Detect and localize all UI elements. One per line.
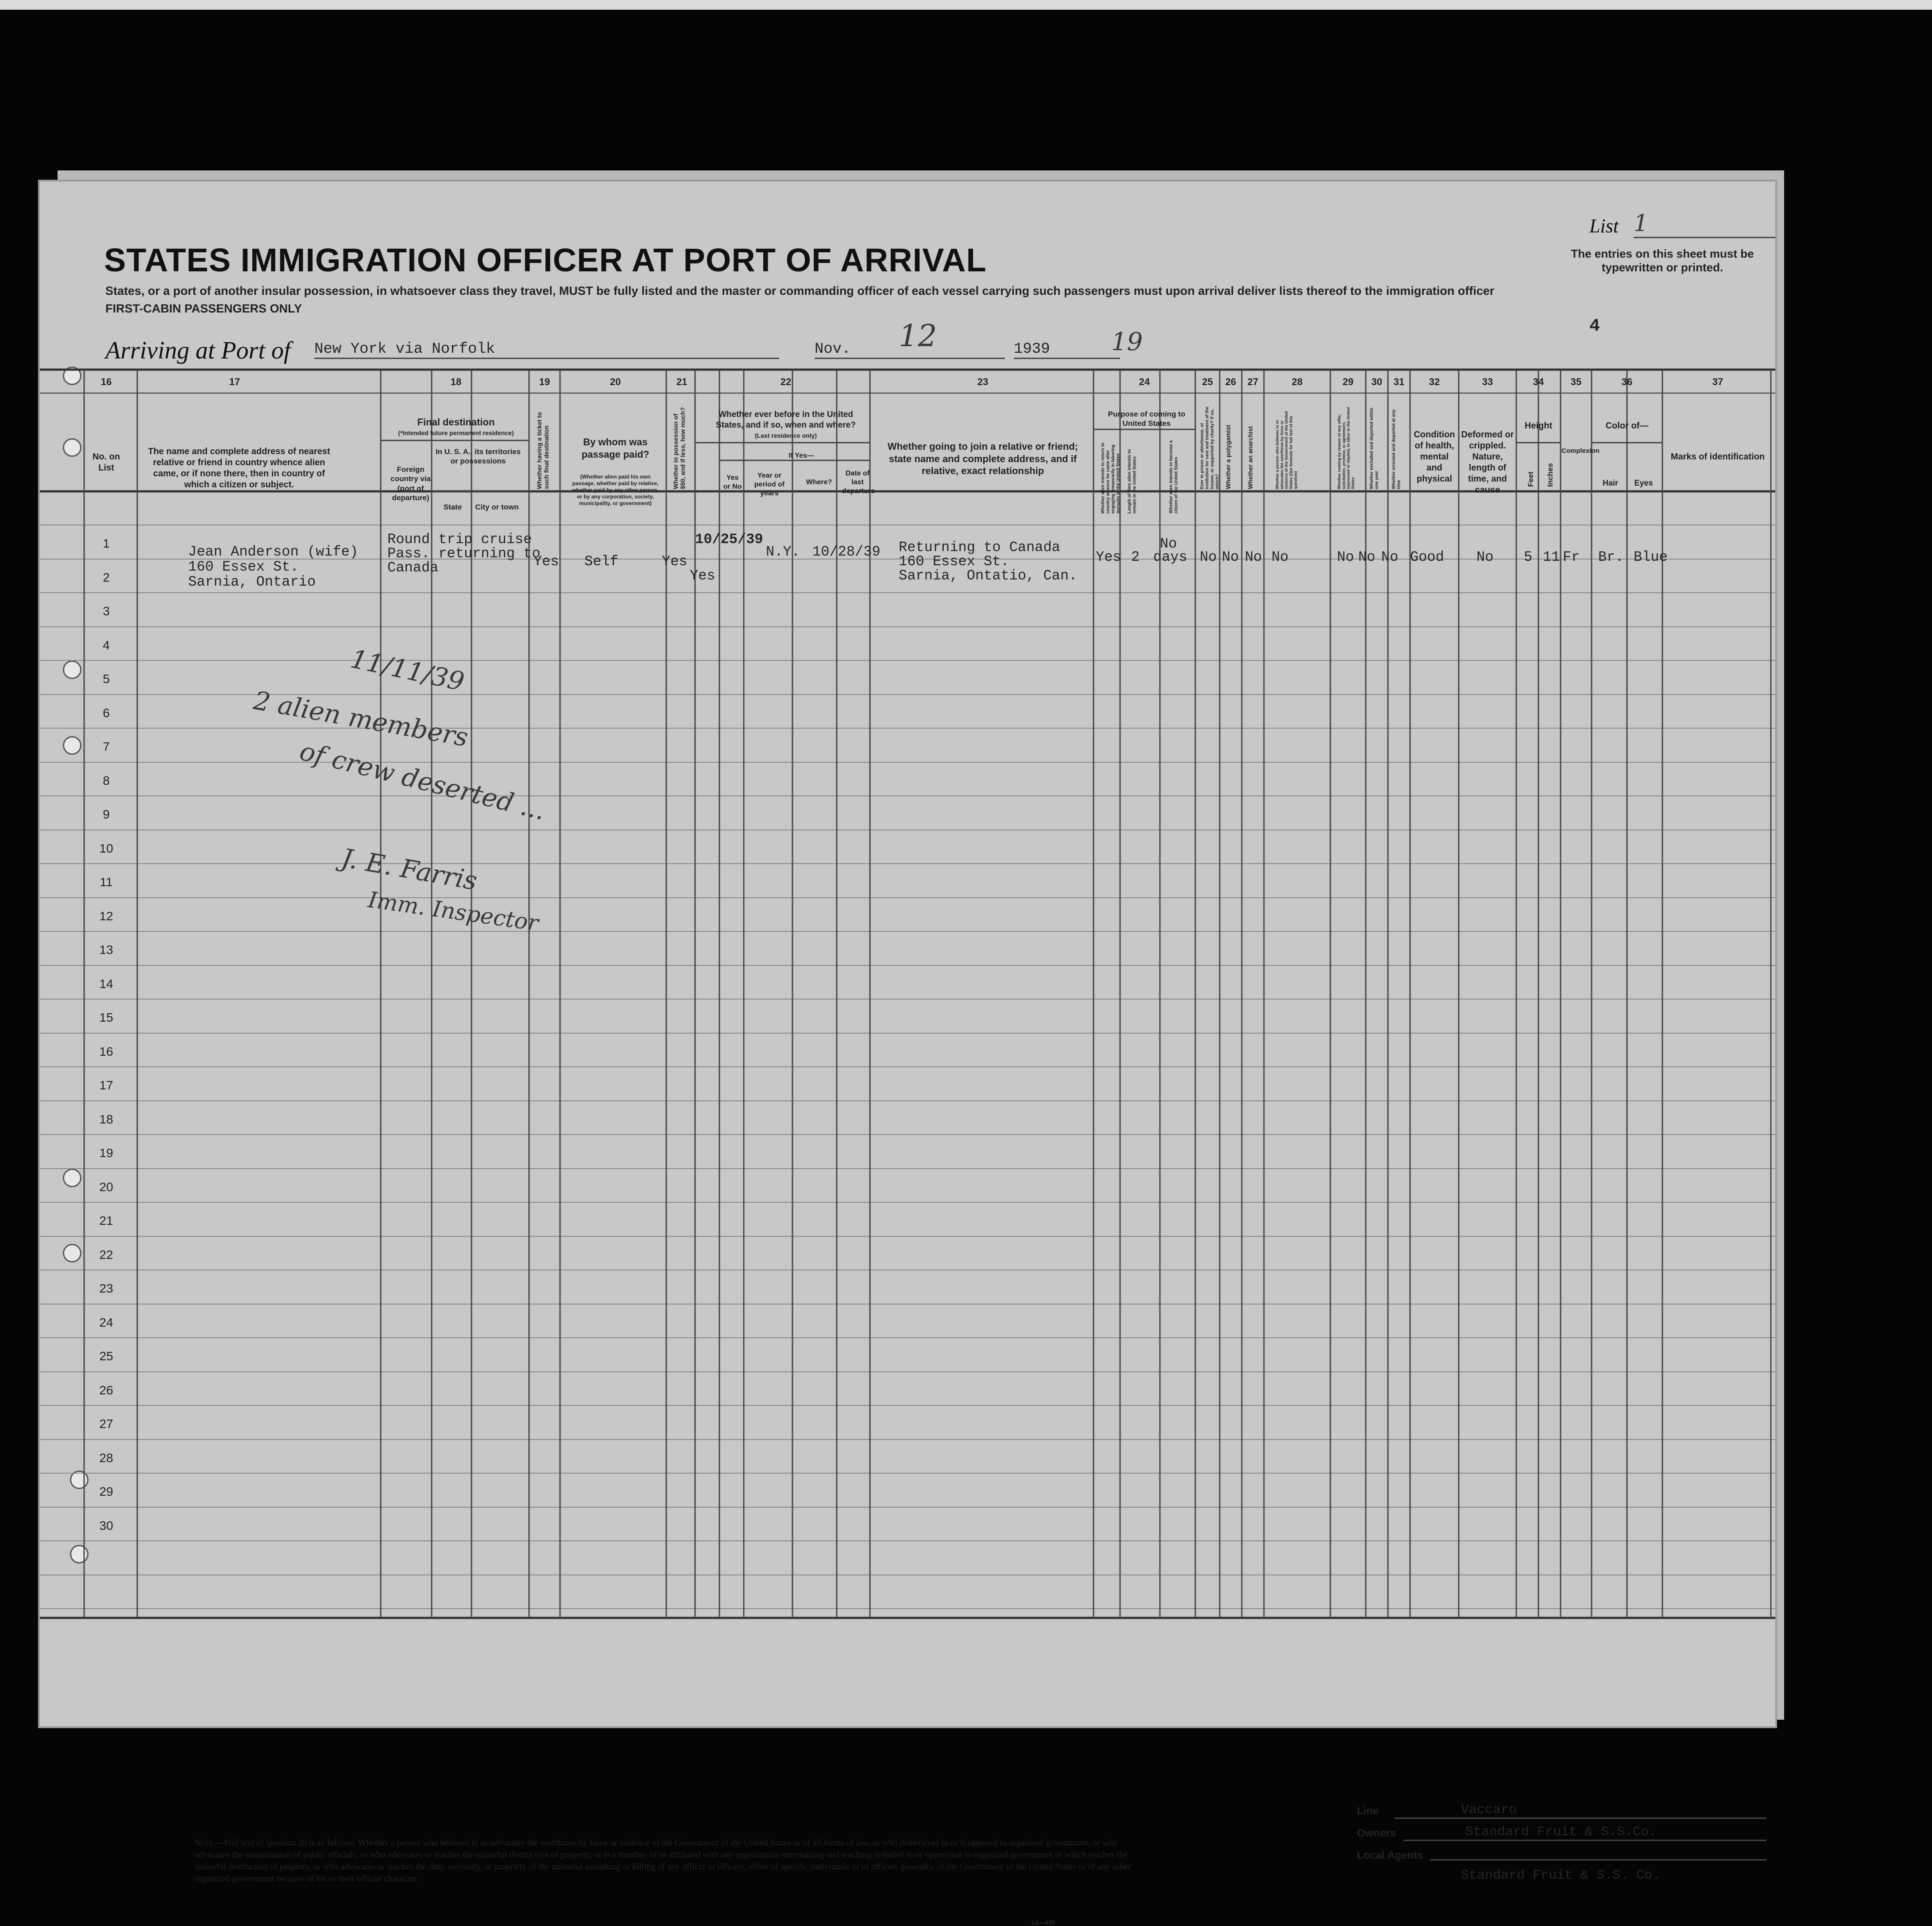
entry-join-line3: Sarnia, Ontatio, Can.: [899, 567, 1078, 584]
top-edge-strip: [0, 0, 1932, 10]
entry-health: Good: [1410, 549, 1444, 565]
year-printed: 19: [1111, 328, 1143, 356]
row-number: 11: [100, 875, 113, 889]
form-intro: States, or a port of another insular possession, in whatsoever class they travel, MUST be fully listed and the master or commanding officer of each vessel carrying such passengers must upon arrival deliver lists thereof to the immigration officer: [105, 284, 1495, 297]
entry-dest-line3: Canada: [387, 560, 439, 576]
row-number: 27: [99, 1417, 113, 1431]
footer-agents-value: Standard Fruit & S.S. Co.: [1461, 1868, 1661, 1883]
col-head-hair: Hair: [1602, 479, 1618, 487]
col-head-no-on-list: No. on List: [92, 452, 120, 473]
col-num-32: 32: [1429, 376, 1440, 387]
row-number: 10: [99, 841, 113, 855]
col-head-foreign-country: Foreign country via (port of departure): [390, 465, 431, 502]
row-number: 17: [99, 1078, 113, 1092]
col-head-color-of: Color of—: [1605, 421, 1649, 431]
row-number: 21: [99, 1214, 113, 1227]
col-head-feet: Feet: [1526, 471, 1535, 487]
col-head-complexion: Complexion: [1561, 447, 1600, 455]
handwritten-note-2: of crew deserted ...: [297, 736, 549, 826]
port-value: New York via Norfolk: [314, 341, 779, 359]
col-num-24: 24: [1139, 376, 1150, 387]
col-head-inches: Inches: [1546, 463, 1554, 487]
list-number: 1: [1634, 210, 1775, 238]
col-head-ticket: Whether having a ticket to such final destination: [536, 412, 550, 489]
entry-q28: No: [1271, 549, 1289, 565]
row-number: 5: [103, 672, 110, 686]
row-number: 4: [103, 638, 110, 652]
row-number: 13: [99, 943, 113, 957]
col-num-37: 37: [1712, 376, 1723, 387]
row-number: 30: [99, 1519, 113, 1532]
entry-anarchist: No: [1245, 549, 1262, 565]
col-head-height: Height: [1524, 421, 1553, 431]
entry-dest-line2: Pass. returning to: [387, 545, 541, 562]
col-head-usa: In U. S. A., its territories or possessions: [435, 448, 521, 466]
col-num-29: 29: [1342, 376, 1354, 387]
row-number: 19: [99, 1146, 113, 1160]
entry-prison: No: [1200, 549, 1217, 565]
entry-feet: 5: [1524, 549, 1533, 565]
col-head-citizen-intent: Whether alien intends to become a citizen of the United States: [1169, 440, 1179, 513]
row-number: 22: [99, 1248, 113, 1262]
sheet-number: 4: [1589, 316, 1600, 336]
col-num-33: 33: [1482, 376, 1493, 387]
row-number: 14: [99, 977, 113, 991]
handwritten-note-1: 2 alien members: [251, 685, 471, 753]
col-head-final-destination-sub: (*Intended future permanent residence): [398, 429, 514, 436]
entry-relative-city: Sarnia, Ontario: [188, 574, 316, 590]
row-number: 29: [99, 1485, 113, 1498]
row-number: 16: [99, 1045, 113, 1058]
entry-join-line1: Returning to Canada: [899, 539, 1060, 556]
row-number: 18: [99, 1112, 113, 1126]
entry-inches: 11: [1543, 549, 1560, 565]
month-value: Nov.: [815, 341, 1005, 359]
entry-dest-line1: Round trip cruise: [387, 531, 532, 548]
col-num-25: 25: [1202, 376, 1213, 387]
col-head-before-in-us: Whether ever before in the United States, and if so, when and where?: [716, 410, 856, 430]
handwritten-date: 11/11/39: [348, 643, 467, 697]
manifest-sheet: [40, 181, 1775, 1926]
year-typed: 1939: [1014, 341, 1120, 359]
col-head-yes-no: Yes or No: [723, 474, 742, 490]
entry-length-days: days: [1153, 549, 1187, 565]
entry-relative-name: Jean Anderson (wife): [188, 544, 359, 560]
col-num-26: 26: [1225, 376, 1236, 387]
col-num-21: 21: [676, 376, 688, 387]
entry-ticket: Yes: [533, 553, 559, 570]
footnote-text: —Full text of question 28 is as follows: Whether a person who believes in or advocates the overthrow by force or violence of the Government of the United States or of all forms of law, or who disbelieves in or is opposed to organized government, or who advocates the assassination of public officials, or who advocates or teaches the unlawful destruction of property, or is a member of or affiliated with any organization entertaining and teaching disbelief in or opposition to organized government or which teaches the unlawful destruction of property, or who advocates or teaches the duty, necessity, or propriety of the unlawful assaulting or killing of any officer or officers, either of specific individuals or of officers generally, of the Government of the United States or of any other organized government because of his or their official character.: [195, 1838, 1131, 1884]
entries-note: The entries on this sheet must be typewritten or printed.: [1571, 247, 1754, 274]
entry-q30: No: [1358, 549, 1376, 565]
entry-last-departure: 10/28/39: [812, 544, 881, 560]
row-number: 26: [99, 1383, 113, 1397]
footer-owners-value: Standard Fruit & S.S.Co.: [1403, 1825, 1766, 1841]
col-num-36: 36: [1621, 376, 1633, 387]
col-head-before-sub: (Last residence only): [754, 432, 817, 439]
row-number: 6: [103, 706, 110, 720]
row-number: 25: [99, 1349, 113, 1363]
col-num-30: 30: [1371, 376, 1383, 387]
col-head-if-yes: If Yes—: [788, 452, 814, 459]
entry-where: N.Y.: [766, 544, 800, 560]
col-head-paid-by: By whom was passage paid?: [581, 436, 649, 460]
row-number: 2: [103, 571, 110, 584]
col-num-22: 22: [780, 376, 792, 387]
entry-paid-by: Self: [584, 553, 618, 570]
row-number: 23: [99, 1281, 113, 1295]
entry-join-line2: 160 Essex St.: [899, 553, 1009, 570]
entry-hair: Br.: [1598, 549, 1624, 565]
col-head-q29: Whether coming by reason of any offer, solicitation, promise, or agreement, expressed or implied, to labor in the United States: [1337, 407, 1356, 489]
col-head-money: Whether in possession of $50, and if less, how much?: [672, 407, 687, 489]
row-number: 12: [99, 909, 113, 923]
footer-agents-label: Local Agents: [1357, 1849, 1423, 1861]
col-head-purpose: Purpose of coming to United States: [1108, 410, 1186, 428]
row-number: 3: [103, 604, 110, 618]
entry-relative-street: 160 Essex St.: [188, 559, 299, 575]
entry-q31: No: [1381, 549, 1399, 565]
col-head-deformed: Deformed or crippled. Nature, length of time, and cause: [1461, 430, 1514, 495]
table-grid: [40, 181, 1775, 1726]
form-title: STATES IMMIGRATION OFFICER AT PORT OF ARRIVAL: [104, 242, 987, 278]
entry-before-yes: Yes: [690, 567, 715, 584]
col-head-prison: Ever in prison or almshouse, or institution for care and treatment of the insane, or supported by charity? If so, which?: [1200, 406, 1220, 489]
row-number: 20: [99, 1180, 113, 1194]
row-number: 8: [103, 774, 110, 787]
col-head-final-destination: Final destination: [417, 417, 495, 428]
col-head-length-of-stay: Length of time alien intends to remain in the United States: [1127, 449, 1137, 513]
entry-eyes: Blue: [1634, 549, 1668, 565]
col-head-purpose-return: Whether alien intends to return to country whence he came after engaging temporarily in laboring pursuits in the United States: [1101, 442, 1121, 513]
col-head-state: State: [443, 503, 462, 511]
col-num-23: 23: [977, 376, 989, 387]
entry-length-num: 2: [1131, 549, 1140, 565]
col-head-join-relative: Whether going to join a relative or friend; state name and complete address, and if relative, exact relationship: [887, 441, 1078, 476]
col-num-20: 20: [610, 376, 621, 387]
col-head-year-period: Year or period of years: [754, 472, 785, 497]
col-head-relative: The name and complete address of nearest relative or friend in country whence alien came, or if none there, then in country of which a citizen or subject.: [148, 447, 330, 490]
entry-length-no: No: [1160, 536, 1177, 552]
footnote-label: Note.: [195, 1838, 216, 1848]
col-num-35: 35: [1570, 376, 1582, 387]
col-head-q31: Whether arrested and deported at any time: [1391, 409, 1402, 489]
col-num-18: 18: [450, 376, 462, 387]
row-number: 15: [99, 1011, 113, 1024]
entry-polygamist: No: [1222, 549, 1239, 565]
footer-line-label: Line: [1357, 1805, 1379, 1817]
col-num-27: 27: [1247, 376, 1259, 387]
entry-purpose-return: Yes: [1096, 549, 1121, 565]
col-num-28: 28: [1291, 376, 1303, 387]
day-value: 12: [899, 319, 937, 354]
footer-agents-line: [1430, 1859, 1766, 1860]
form-number: 14—430: [1032, 1919, 1055, 1926]
entry-complexion: Fr: [1563, 549, 1580, 565]
footer-owners-label: Owners: [1357, 1827, 1396, 1839]
list-label: List: [1589, 215, 1619, 237]
col-head-anarchist: Whether an anarchist: [1247, 426, 1254, 489]
arriving-label: Arriving at Port of: [105, 337, 291, 364]
entry-before-date: 10/25/39: [695, 531, 763, 548]
col-head-marks: Marks of identification: [1670, 452, 1765, 462]
entry-q29: No: [1337, 549, 1354, 565]
col-head-where: Where?: [806, 479, 832, 486]
row-number: 1: [103, 537, 110, 550]
footnote-q28: [195, 1837, 1133, 1885]
col-num-34: 34: [1533, 376, 1544, 387]
col-head-city: City or town: [475, 503, 519, 511]
col-head-paid-by-sub: (Whether alien paid his own passage, whether paid by relative, whether paid by any other person, or by any corporation, society, municipality, or government): [572, 474, 659, 506]
handwritten-title: Imm. Inspector: [366, 887, 540, 936]
row-number: 7: [103, 740, 110, 753]
col-head-q30: Whether excluded and deported within one year: [1369, 408, 1379, 489]
row-number: 24: [99, 1316, 113, 1329]
col-num-31: 31: [1393, 376, 1405, 387]
entry-deformed: No: [1476, 549, 1494, 565]
entry-money: Yes: [662, 553, 688, 570]
footer-line-value: Vaccaro: [1395, 1802, 1766, 1819]
col-head-polygamist: Whether a polygamist: [1225, 425, 1232, 489]
col-head-eyes: Eyes: [1634, 479, 1653, 487]
col-head-last-departure: Date of last departure: [842, 470, 875, 495]
first-cabin-label: FIRST-CABIN PASSENGERS ONLY: [105, 302, 302, 315]
col-num-19: 19: [539, 376, 550, 387]
col-head-q28: Whether a person who believes in or advocates the overthrow by force or violence of the Government of the United States (See footnote for full text of this question): [1275, 411, 1298, 489]
handwritten-signature: J. E. Farris: [339, 842, 480, 896]
col-num-17: 17: [229, 376, 240, 387]
row-number: 28: [99, 1451, 113, 1465]
col-head-health: Condition of health, mental and physical: [1414, 430, 1455, 484]
row-number: 9: [103, 807, 110, 821]
col-num-16: 16: [100, 376, 112, 387]
